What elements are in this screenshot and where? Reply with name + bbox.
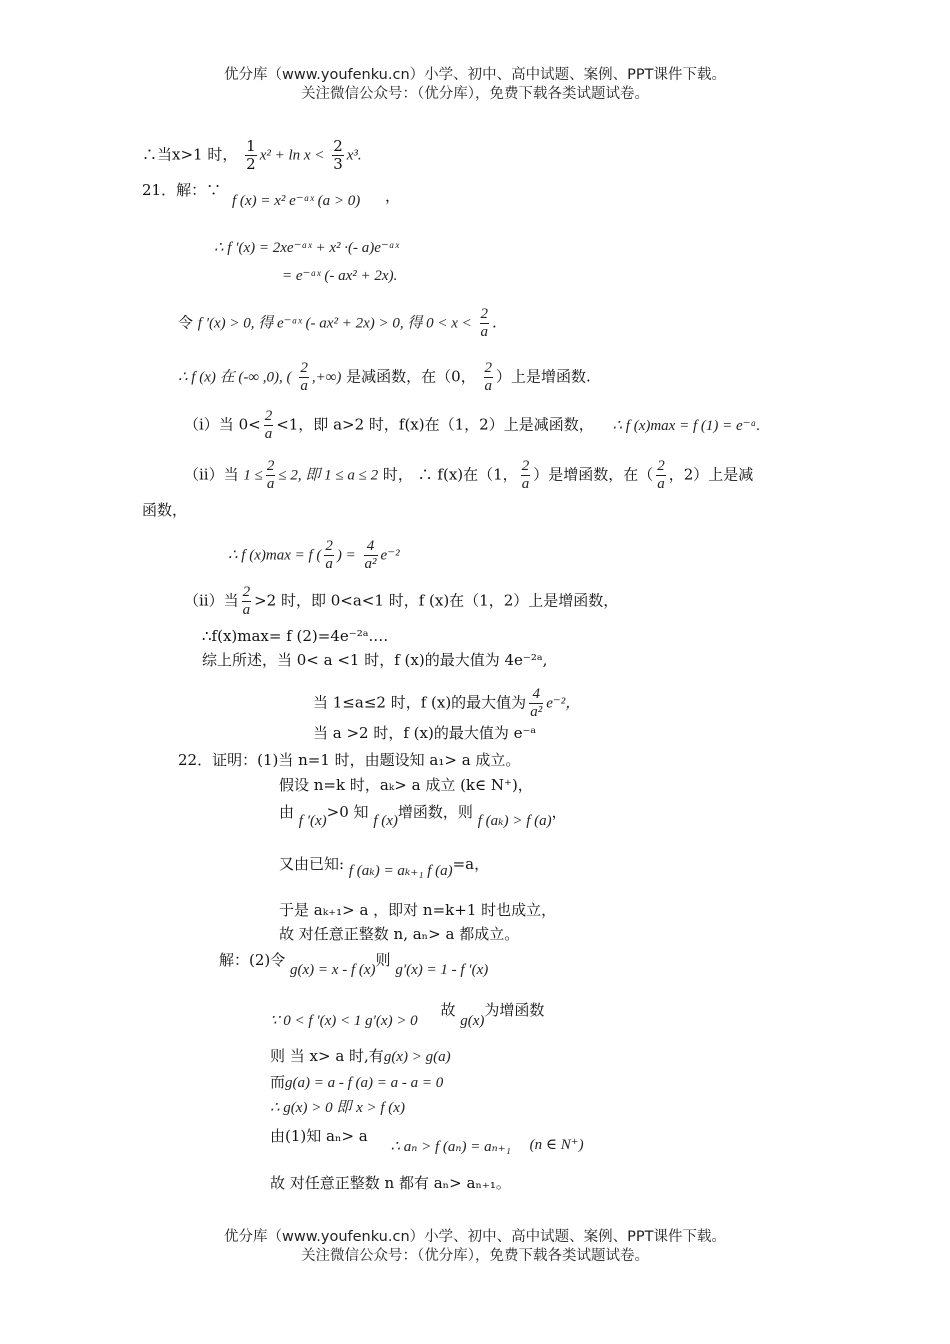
- q22-line-4: 又由已知: f (aₖ) = aₖ₊₁ f (a)=a，: [279, 855, 490, 879]
- let-condition: f ′(x) > 0, 得 e⁻ᵃˣ (- ax² + 2x) > 0, 得 0 < x <: [197, 315, 472, 332]
- solution-2-line-4: 而g(a) = a - f (a) = a - a = 0: [270, 1073, 444, 1091]
- case-2-fraction: $\frac{2}{a}$: [266, 458, 275, 492]
- summary-line-2: 当 1≤a≤2 时，f (x)的最大值为 $\frac{4}{\text{a²}}$ e⁻²，: [313, 686, 581, 720]
- case-2-fraction-3: $\frac{2}{a}$: [657, 458, 665, 492]
- inequality-right: x³.: [346, 147, 362, 164]
- solution-2-line-3: 则 当 x> a 时,有g(x) > g(a): [270, 1047, 451, 1065]
- case-2-max-fraction-4: $\frac{4}{\text{a²}}$: [364, 538, 377, 572]
- case-2-continuation: 函数，: [142, 501, 188, 519]
- case-3-fraction: $\frac{2}{a}$: [242, 584, 251, 618]
- monotonic-mid: ,+∞): [311, 369, 342, 386]
- header-line-1: 优分库（www.youfenku.cn）小学、初中、高中试题、案例、PPT课件下载。: [224, 67, 726, 83]
- solution-2-line-6: 由(1)知 aₙ> a ∴ aₙ > f (aₙ) = aₙ₊₁ (n ∈ N⁺): [270, 1127, 584, 1155]
- let-line: 令 f ′(x) > 0, 得 e⁻ᵃˣ (- ax² + 2x) > 0, 得 0 < x < $\frac{2}{a}$ .: [178, 306, 497, 340]
- q22-line-3: 由 f ′(x)>0 知 f (x)增函数，则 f (aₖ) > f (a)，: [279, 803, 567, 829]
- derivative-line-1: ∴ f ′(x) = 2xe⁻ᵃˣ + x² ·(- a)e⁻ᵃˣ: [214, 240, 400, 256]
- fraction-2-3: $\frac{2}{3}$: [333, 137, 343, 173]
- case-2-max-fraction: $\frac{2}{a}$: [325, 538, 333, 572]
- q21-comma: ，: [385, 187, 401, 205]
- q21-label: 21．解：∵: [142, 181, 222, 199]
- case-3-max: ∴f(x)max= f (2)=4e⁻²ᵃ.…: [202, 627, 389, 645]
- case-3-line: （ii）当 $\frac{2}{a}$ >2 时，即 0<a<1 时，f (x)在（1，2）上是增函数，: [184, 584, 619, 618]
- case-2-max-line: ∴ f (x)max = f ( $\frac{2}{a}$ ) = $\frac{4}{\text{a²}}$ e⁻²: [228, 538, 400, 572]
- q21-given: f (x) = x² e⁻ᵃˣ (a > 0): [232, 193, 361, 209]
- let-text: 令: [178, 313, 194, 332]
- case-1-fraction: $\frac{2}{a}$: [264, 408, 273, 442]
- monotonic-text-1: 是减函数，在（0，: [346, 367, 476, 386]
- footer-line-2: 关注微信公众号：（优分库），免费下载各类试题试卷。: [301, 1248, 649, 1264]
- case-2-line: （ii）当 1 ≤ $\frac{2}{a}$ ≤ 2, 即 1 ≤ a ≤ 2 时， ∴ f(x)在（1， $\frac{2}{a}$ ）是增函数，在（ $\frac{2}{a}$ ，2）上是减: [184, 458, 754, 492]
- condition-text: x>1 时，: [172, 145, 238, 164]
- monotonic-line: [178, 360, 591, 395]
- summary-fraction: $\frac{4}{\text{a²}}$: [530, 686, 543, 720]
- q22-line-5: 于是 aₖ₊₁> a ，即对 n=k+1 时也成立，: [279, 901, 557, 919]
- solution-2-line-2: ∵ 0 < f ′(x) < 1 g′(x) > 0 故 g(x)为增函数: [270, 1001, 545, 1029]
- case-1-max: ∴ f (x)max = f (1) = e⁻ᵃ.: [612, 417, 761, 434]
- solution-2-line-5: ∴ g(x) > 0 即 x > f (x): [270, 1100, 405, 1116]
- solution-2-conclusion: 故 对任意正整数 n 都有 aₙ> aₙ₊₁。: [270, 1174, 511, 1192]
- q22-line-6: 故 对任意正整数 n, aₙ> a 都成立。: [279, 925, 520, 943]
- derivative-line-2: = e⁻ᵃˣ (- ax² + 2x).: [282, 268, 398, 284]
- monotonic-text-2: ）上是增函数.: [496, 367, 591, 386]
- summary-line-1: 综上所述，当 0< a <1 时，f (x)的最大值为 4e⁻²ᵃ,: [202, 651, 548, 669]
- monotonic-lead: ∴ f (x) 在 (-∞ ,0), (: [178, 369, 292, 386]
- footer-line-1: 优分库（www.youfenku.cn）小学、初中、高中试题、案例、PPT课件下载。: [224, 1229, 726, 1245]
- header-line-2: 关注微信公众号：（优分库），免费下载各类试题试卷。: [301, 86, 649, 102]
- case-1-line: （i）当 0< $\frac{2}{a}$ <1，即 a>2 时，f(x)在（1，2）上是减函数， ∴ f (x)max = f (1) = e⁻ᵃ.: [184, 408, 761, 442]
- q22-line-2: 假设 n=k 时，aₖ> a 成立 (k∈ N⁺)，: [279, 776, 533, 794]
- monotonic-fraction: $\frac{2}{a}$: [300, 360, 308, 394]
- let-fraction: $\frac{2}{a}$: [480, 306, 489, 340]
- inequality-left: x² + ln x <: [259, 147, 325, 164]
- solution-2-line-1: 解：(2)令 g(x) = x - f (x)则 g′(x) = 1 - f ′(x): [219, 951, 489, 978]
- monotonic-fraction-2: $\frac{2}{a}$: [484, 360, 492, 394]
- therefore-text: ∴当: [142, 145, 173, 164]
- case-2-fraction-2: $\frac{2}{a}$: [521, 458, 530, 492]
- fraction-1-2: $\frac{1}{2}$: [246, 137, 256, 173]
- q22-line-1: 22．证明：(1)当 n=1 时，由题设知 a₁> a 成立。: [178, 751, 521, 769]
- conclusion-line: [142, 138, 362, 173]
- summary-line-3: 当 a >2 时，f (x)的最大值为 e⁻ᵃ: [313, 724, 537, 742]
